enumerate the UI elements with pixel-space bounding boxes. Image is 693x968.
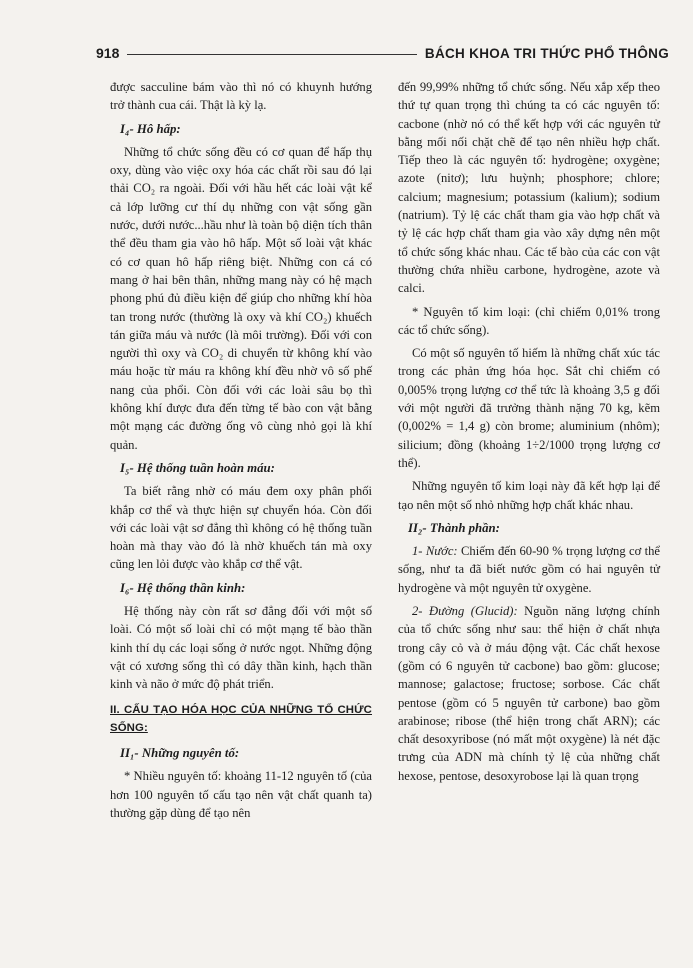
running-title: BÁCH KHOA TRI THỨC PHỔ THÔNG [424,45,669,61]
section-heading-nervous-system: I₆- Hệ thống thần kinh: [120,580,246,595]
page-header [96,40,669,66]
paragraph: được sacculine bám vào thì nó có khuynh hướng trở thành cua cái. Thật là kỳ lạ. [110,80,372,113]
paragraph: Hệ thống này còn rất sơ đẳng đối với một số loài. Có một số loài chỉ có một mạng tế bào thần kinh thí dụ các loại sống ở nước ngọt. Những động vật có xương sống thì có dây thần kinh, hạch thần kinh và não ở mức độ phát triển. [110,604,372,692]
paragraph: Những nguyên tố kim loại này đã kết hợp lại để tạo nên một số nhỏ những hợp chất khác nhau. [398,479,660,512]
paragraph: Có một số nguyên tố hiếm là những chất xúc tác trong các phản ứng hóa học. Sắt chỉ chiếm có 0,005% trọng lượng cơ thể tức là khoảng 3,5 g đối với một người đã trưởng thành nặng 70 kg, kẽm (0,002% = 1,4 g) còn brome; aluminium (nhôm); silicium; đồng (khoảng 1÷2/1000 trọng lượng cơ thể). [398,346,660,470]
page-number: 918 [96,45,120,61]
paragraph: * Nguyên tố kim loại: (chỉ chiếm 0,01% trong các tổ chức sống). [398,304,660,337]
item-text: Chiếm đến 60-90 % trọng lượng cơ thể sống, như ta đã biết nước gồm có hai nguyên tử hydrogène và một nguyên tử oxygène. [398,544,660,595]
header-rule [127,54,417,55]
paragraph: Những tổ chức sống đều có cơ quan để hấp thụ oxy, dùng vào việc oxy hóa các chất rồi sau đó lại thải CO₂ ra ngoài. Đối với hầu hết các loài vật kể cả lớp lưỡng cư thí dụ những con vật sống gần nước, dưới nước...hầu như là toàn bộ diện tích thân thể đều tham gia vào hô hấp. Một số loài vật khác có cơ quan hô hấp riêng biệt. Những con cá có mang ở hai bên thân, những mang này có hệ mạch phong phú đủ điều kiện để giúp cho những khí hòa tan trong nước (thường là oxy và khí CO₂) khuếch tán giữa máu và nước (là môi trường). Đối với con người thì oxy và CO₂ di chuyển từ không khí vào máu hoặc từ máu ra không khí đều nhờ vô số phế nang của phổi. Còn đối với các loài sâu bọ thì không khí được đưa đến từng tế bào con vật bằng một mạng các đường ống vô cùng nhỏ gọi là khí quản. [110,144,372,452]
left-column [110,78,372,827]
paragraph: Ta biết rằng nhờ có máu đem oxy phân phối khắp cơ thể và thực hiện sự chuyển hóa. Còn đối với các loài vật sơ đẳng thì không có hệ thống tuần hoàn mà thay vào đó là nhờ khuếch tán mà oxy cũng len lỏi được vào khắp cơ thể vật. [110,484,372,572]
section-heading-elements: II₁- Những nguyên tố: [120,746,240,761]
section-heading-respiration: I₄- Hô hấp: [120,121,181,136]
paragraph-glucid [398,602,660,785]
item-lead: 2- Đường (Glucid): [412,604,518,619]
section-heading-composition: II₂- Thành phần: [408,520,500,535]
paragraph-water [398,542,660,597]
paragraph: * Nhiều nguyên tố: khoảng 11-12 nguyên tố (của hơn 100 nguyên tố cấu tạo nên vật chất quanh ta) thường gặp dùng để tạo nên [110,769,372,820]
section-heading-circulation: I₅- Hệ thống tuần hoàn máu: [120,460,275,475]
item-text: Nguồn năng lượng chính của tổ chức sống như sau: thể hiện ở chất nhựa trong cây cỏ và ở máu động vật. Các chất hexose (gồm có 6 nguyên tử cacbone) bao gồm: glucose; mannose; galactose; fructose; sorbose. Các chất pentose (gồm có 5 nguyên tử carbone) bao gồm arabinose; ribose (thể hiện trong chất ARN); các chất desoxyribose (nó mất một oxygène) là nét đặc trưng của ADN mà chính tỷ lệ của những chất hexose, pentose, desoxyrobose lại là quan trọng [398,604,660,783]
item-lead: 1- Nước: [412,544,458,559]
right-column [398,78,660,790]
chapter-heading-chemical-structure: II. CẤU TẠO HÓA HỌC CỦA NHỮNG TỔ CHỨC SỐNG: [110,703,372,734]
paragraph: đến 99,99% những tổ chức sống. Nếu xắp xếp theo thứ tự quan trọng thì chúng ta có các nguyên tố: cacbone (nhờ nó có thể kết hợp với các nguyên tử bằng mối nối chặt chẽ để tạo nên nhiều hợp chất. Tiếp theo là các nguyên tố: hydrogène; oxygène; azote (nitơ); lưu huỳnh; phosphore; chlore; calcium; magnesium; potassium (kalium); sodium (natrium). Tỷ lệ các chất tham gia vào hợp chất và tỷ lệ các hợp chất tham gia vào xây dựng nên một tổ chức sống khác nhau. Các tế bào của các con vật thường chứa nhiều carbone, hydrogène, azote và calci. [398,80,660,296]
